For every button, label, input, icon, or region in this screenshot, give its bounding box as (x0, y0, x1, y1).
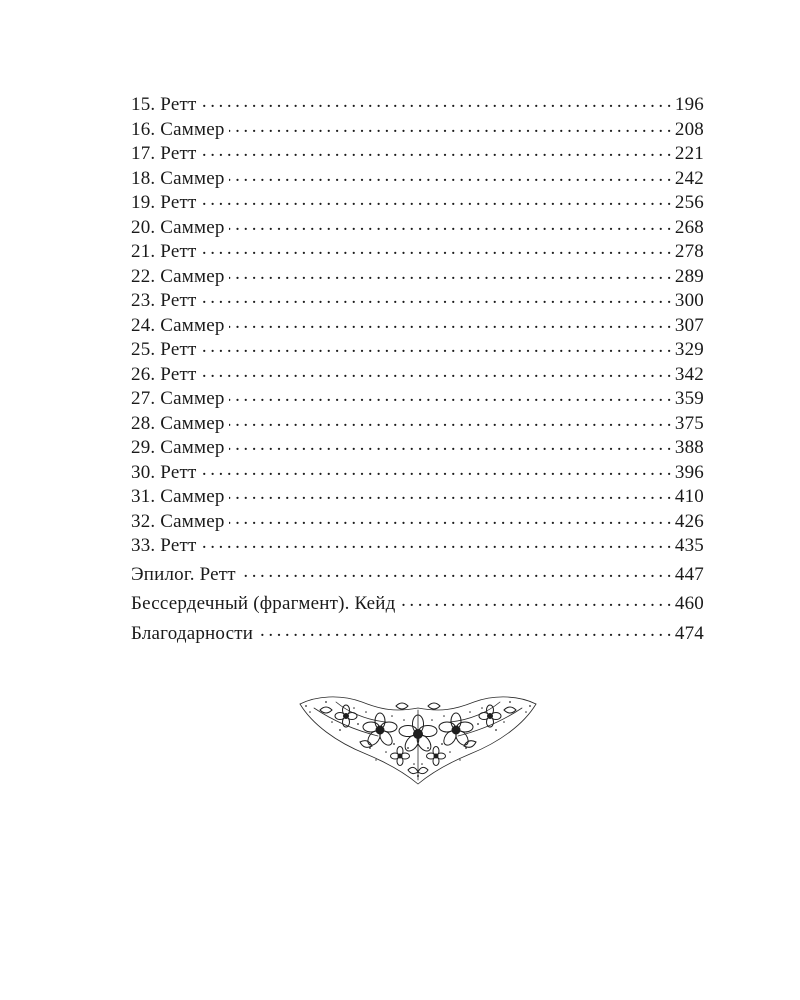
toc-dot-leader (229, 263, 671, 282)
toc-entry-page-number: 300 (674, 290, 704, 311)
toc-entry-page-number: 474 (674, 622, 704, 644)
toc-entry-title: Эпилог. Ретт (131, 563, 236, 585)
chapter-list (131, 91, 704, 557)
toc-entry (131, 483, 704, 508)
toc-dot-leader (200, 91, 670, 110)
toc-dot-leader (257, 620, 671, 639)
toc-entry-title: 31. Саммер (131, 486, 225, 507)
toc-dot-leader (200, 361, 670, 380)
toc-entry (131, 189, 704, 214)
toc-entry-page-number: 289 (674, 265, 704, 287)
toc-dot-leader (229, 483, 671, 502)
toc-entry-page-number: 447 (674, 563, 704, 585)
toc-entry (131, 165, 704, 190)
toc-entry-page-number: 460 (674, 593, 704, 614)
toc-entry-page-number: 375 (674, 412, 704, 434)
toc-dot-leader (200, 287, 670, 306)
toc-dot-leader (240, 561, 671, 580)
toc-entry-page-number: 307 (674, 314, 704, 336)
toc-entry-title: 24. Саммер (131, 314, 225, 336)
toc-entry-title: 29. Саммер (131, 437, 225, 458)
toc-entry-page-number: 278 (674, 241, 704, 262)
toc-entry (131, 214, 704, 239)
toc-entry (131, 287, 704, 312)
toc-dot-leader (229, 116, 671, 135)
toc-entry-title: 20. Саммер (131, 216, 225, 238)
toc-entry-page-number: 388 (674, 437, 704, 458)
toc-dot-leader (400, 590, 671, 609)
toc-dot-leader (200, 532, 670, 551)
back-matter-list (131, 561, 704, 650)
toc-entry-page-number: 426 (674, 510, 704, 532)
toc-entry (131, 263, 704, 288)
table-of-contents (131, 91, 704, 649)
toc-dot-leader (229, 385, 671, 404)
toc-entry-title: 23. Ретт (131, 290, 197, 311)
toc-entry-page-number: 221 (674, 143, 704, 164)
toc-dot-leader (200, 189, 670, 208)
toc-dot-leader (200, 140, 670, 159)
toc-entry (131, 561, 704, 591)
toc-entry (131, 116, 704, 141)
toc-dot-leader (229, 434, 671, 453)
toc-dot-leader (229, 165, 671, 184)
toc-entry-title: 25. Ретт (131, 339, 197, 360)
toc-entry-title: 26. Ретт (131, 363, 197, 385)
toc-entry-title: 19. Ретт (131, 192, 197, 213)
toc-entry-title: 18. Саммер (131, 167, 225, 189)
toc-entry (131, 336, 704, 361)
toc-dot-leader (200, 336, 670, 355)
toc-entry-title: 21. Ретт (131, 241, 197, 262)
toc-entry (131, 312, 704, 337)
toc-entry-page-number: 342 (674, 363, 704, 385)
toc-dot-leader (229, 410, 671, 429)
toc-entry-page-number: 256 (674, 192, 704, 213)
toc-entry-title: 15. Ретт (131, 94, 197, 115)
toc-entry-page-number: 242 (674, 167, 704, 189)
toc-entry (131, 238, 704, 263)
toc-entry (131, 532, 704, 557)
toc-entry (131, 410, 704, 435)
toc-entry (131, 620, 704, 650)
toc-entry (131, 590, 704, 620)
toc-dot-leader (200, 238, 670, 257)
toc-entry-title: Бессердечный (фрагмент). Кейд (131, 593, 396, 614)
toc-entry (131, 385, 704, 410)
toc-dot-leader (229, 312, 671, 331)
toc-entry-title: 17. Ретт (131, 143, 197, 164)
toc-entry-page-number: 329 (674, 339, 704, 360)
toc-entry-title: 30. Ретт (131, 461, 197, 483)
toc-dot-leader (229, 508, 671, 527)
toc-entry-page-number: 359 (674, 388, 704, 409)
toc-entry-title: 32. Саммер (131, 510, 225, 532)
toc-entry-title: 28. Саммер (131, 412, 225, 434)
toc-entry-page-number: 268 (674, 216, 704, 238)
toc-entry-page-number: 208 (674, 118, 704, 140)
toc-entry-title: 16. Саммер (131, 118, 225, 140)
toc-entry-page-number: 396 (674, 461, 704, 483)
toc-entry-page-number: 410 (674, 486, 704, 507)
toc-entry-page-number: 196 (674, 94, 704, 115)
toc-entry-page-number: 435 (674, 535, 704, 556)
toc-entry (131, 459, 704, 484)
toc-entry (131, 140, 704, 165)
toc-dot-leader (200, 459, 670, 478)
toc-entry (131, 434, 704, 459)
toc-entry-title: 33. Ретт (131, 535, 197, 556)
toc-entry (131, 508, 704, 533)
toc-entry-title: 22. Саммер (131, 265, 225, 287)
toc-entry (131, 361, 704, 386)
toc-entry-title: 27. Саммер (131, 388, 225, 409)
floral-ornament-icon (296, 690, 540, 786)
toc-entry-title: Благодарности (131, 622, 254, 644)
toc-dot-leader (229, 214, 671, 233)
toc-entry (131, 91, 704, 116)
